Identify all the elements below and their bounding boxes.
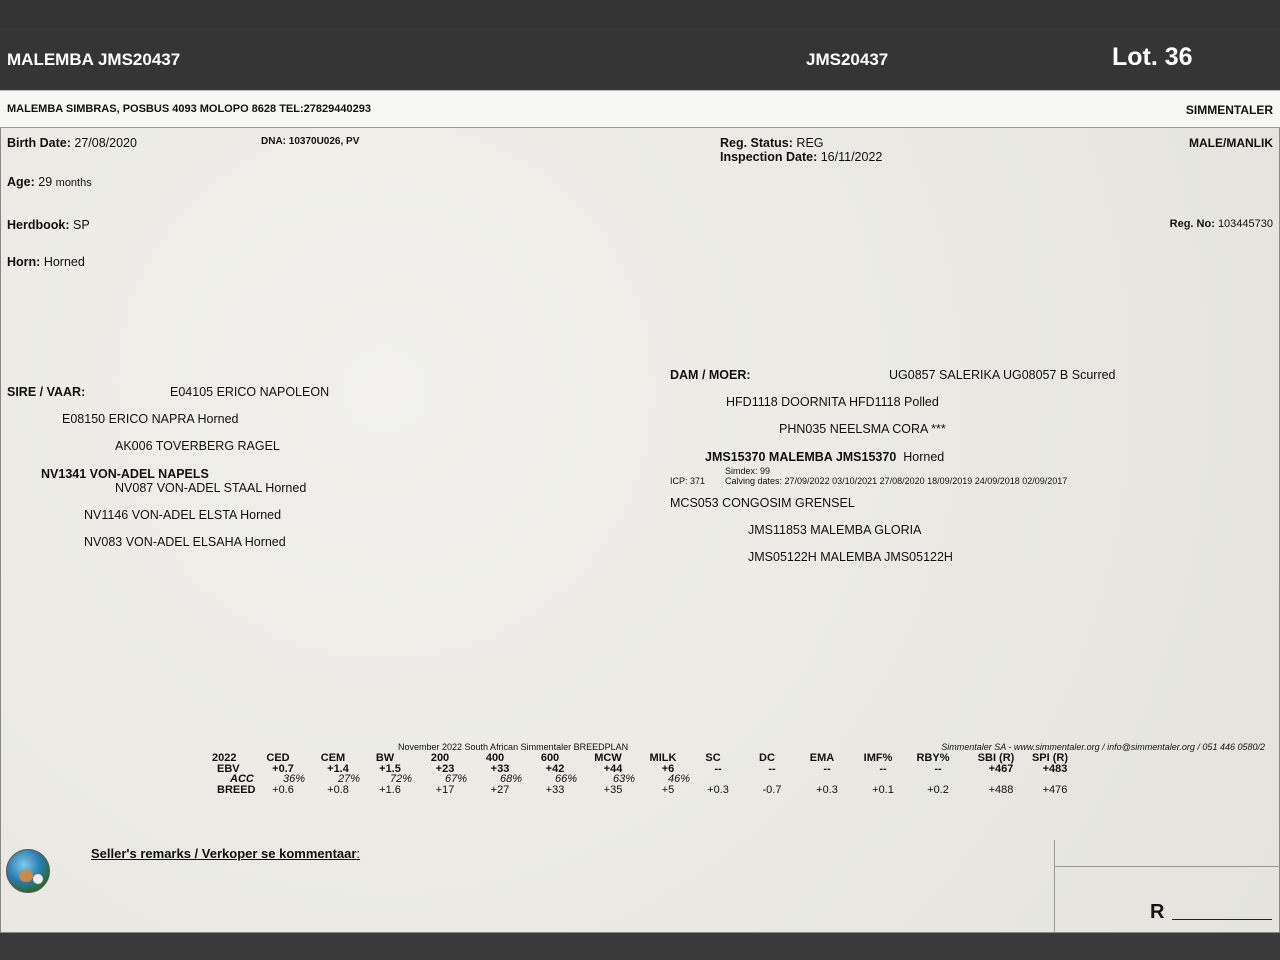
ebv-cell: +0.7 <box>272 763 294 775</box>
breedplan-contact: Simmentaler SA - www.simmentaler.org / info@simmentaler.org / 051 446 0580/2 <box>941 742 1265 752</box>
bottom-bar <box>0 933 1280 960</box>
owner-bar <box>0 90 1280 128</box>
reg-status: Reg. Status: REG <box>720 136 824 150</box>
breed-cell: +0.3 <box>707 784 729 796</box>
breed-cell: +0.8 <box>327 784 349 796</box>
inspection-date: Inspection Date: 16/11/2022 <box>720 150 883 164</box>
breed-cell: +0.3 <box>816 784 838 796</box>
dam-dam-dam: PHN035 NEELSMA CORA *** <box>779 422 946 436</box>
ebv-cell: +467 <box>988 763 1014 775</box>
acc-cell: 66% <box>554 773 578 785</box>
columns-cell: MILK <box>649 752 677 764</box>
ebv-cell: -- <box>823 763 831 775</box>
columns-cell: 600 <box>540 752 560 764</box>
birth-date: Birth Date: 27/08/2020 <box>7 136 137 150</box>
sire: E04105 ERICO NAPOLEON <box>170 385 330 399</box>
sire-label: SIRE / VAAR: <box>7 385 86 399</box>
columns-cell: IMF% <box>863 752 893 764</box>
ebv-cell: -- <box>879 763 887 775</box>
columns-cell: RBY% <box>916 752 950 764</box>
dam-sire-dam: JMS05122H MALEMBA JMS05122H <box>748 550 953 564</box>
ebv-cell: +1.5 <box>379 763 401 775</box>
acc-row-label: ACC <box>230 773 254 785</box>
horn-status: Horn: Horned <box>7 255 85 269</box>
columns-cell: 200 <box>430 752 450 764</box>
dna-info: DNA: 10370U026, PV <box>261 136 360 147</box>
logo-animal-head <box>33 874 43 884</box>
ebv-cell: +1.4 <box>327 763 349 775</box>
ebv-cell: -- <box>768 763 776 775</box>
breed-row-label: BREED <box>217 784 256 796</box>
sire-sire-sire: AK006 TOVERBERG RAGEL <box>115 439 280 453</box>
breed-cell: +476 <box>1042 784 1068 796</box>
ebv-cell: +23 <box>435 763 455 775</box>
acc-cell: 36% <box>282 773 306 785</box>
columns-cell: 400 <box>485 752 505 764</box>
ebv-cell: +483 <box>1042 763 1068 775</box>
columns-cell: EMA <box>809 752 835 764</box>
columns-cell: CEM <box>320 752 346 764</box>
lot-number: Lot. 36 <box>1112 43 1193 71</box>
herdbook: Herdbook: SP <box>7 218 90 232</box>
ebv-cell: +6 <box>661 763 675 775</box>
ebv-year: 2022 <box>212 752 237 764</box>
seller-remarks-label: Seller's remarks / Verkoper se kommentaar: <box>91 846 361 861</box>
columns-cell: MCW <box>594 752 622 764</box>
animal-name: MALEMBA JMS20437 <box>7 50 181 69</box>
columns-cell: SBI (R) <box>977 752 1015 764</box>
breed-cell: +0.2 <box>927 784 949 796</box>
columns-cell: DC <box>759 752 775 764</box>
ebv-cell: -- <box>714 763 722 775</box>
lot-header <box>0 28 1280 90</box>
dam-sire: MCS053 CONGOSIM GRENSEL <box>670 496 855 510</box>
top-bar <box>0 0 1280 28</box>
breed-name: SIMMENTALER <box>1185 103 1273 117</box>
logo-animal-shape <box>19 870 33 882</box>
calving-dates: Calving dates: 27/09/2022 03/10/2021 27/08/2020 18/09/2019 24/09/2018 02/09/2017 <box>725 476 1068 486</box>
price-prefix: R <box>1150 901 1165 923</box>
simdex: Simdex: 99 <box>725 466 771 476</box>
breed-cell: +17 <box>435 784 455 796</box>
ebv-cell: -- <box>934 763 942 775</box>
breed-cell: +35 <box>603 784 623 796</box>
dam-label: DAM / MOER: <box>670 368 751 382</box>
price-entry-line[interactable] <box>1172 919 1272 920</box>
columns-cell: CED <box>266 752 290 764</box>
acc-cell: 46% <box>667 773 691 785</box>
breed-cell: +488 <box>988 784 1014 796</box>
acc-cell: 27% <box>337 773 361 785</box>
sire-dam-dam: NV1146 VON-ADEL ELSTA Horned <box>84 508 282 522</box>
ebv-cell: +44 <box>603 763 623 775</box>
breed-cell: +27 <box>490 784 510 796</box>
acc-cell: 72% <box>389 773 413 785</box>
acc-cell: 63% <box>612 773 636 785</box>
dam: JMS15370 MALEMBA JMS15370 Horned <box>705 450 945 464</box>
dam-dam: HFD1118 DOORNITA HFD1118 Polled <box>726 395 939 409</box>
breed-cell: +5 <box>661 784 675 796</box>
simmentaler-logo-icon <box>6 849 50 893</box>
sire-sire: E08150 ERICO NAPRA Horned <box>62 412 239 426</box>
breed-cell: +33 <box>545 784 565 796</box>
columns-cell: BW <box>375 752 395 764</box>
animal-reg: JMS20437 <box>806 50 889 69</box>
dam-dam-sire: UG0857 SALERIKA UG08057 B Scurred <box>889 368 1116 382</box>
columns-cell: SC <box>705 752 721 764</box>
age: Age: 29 months <box>7 175 92 189</box>
breed-cell: -0.7 <box>762 784 782 796</box>
ebv-row-label: EBV <box>217 763 240 775</box>
ebv-cell: +33 <box>490 763 510 775</box>
sire-dam-dam-dam: NV083 VON-ADEL ELSAHA Horned <box>84 535 286 549</box>
price-box-divider <box>1054 840 1055 933</box>
sire-dam: NV1341 VON-ADEL NAPELS <box>41 467 209 481</box>
breedplan-title: November 2022 South African Simmentaler BREEDPLAN <box>398 742 629 752</box>
sire-dam-sire: NV087 VON-ADEL STAAL Horned <box>115 481 307 495</box>
breed-cell: +1.6 <box>379 784 401 796</box>
breed-cell: +0.1 <box>872 784 894 796</box>
sex: MALE/MANLIK <box>1189 136 1273 150</box>
acc-cell: 67% <box>444 773 468 785</box>
reg-no: Reg. No: 103445730 <box>1169 218 1273 230</box>
owner-address: MALEMBA SIMBRAS, POSBUS 4093 MOLOPO 8628 TEL:27829440293 <box>7 103 371 115</box>
breed-cell: +0.6 <box>272 784 294 796</box>
icp: ICP: 371 <box>670 476 706 486</box>
price-box-top <box>1054 866 1280 867</box>
acc-cell: 68% <box>499 773 523 785</box>
columns-cell: SPI (R) <box>1031 752 1069 764</box>
ebv-cell: +42 <box>545 763 565 775</box>
dam-sire-sire: JMS11853 MALEMBA GLORIA <box>748 523 922 537</box>
